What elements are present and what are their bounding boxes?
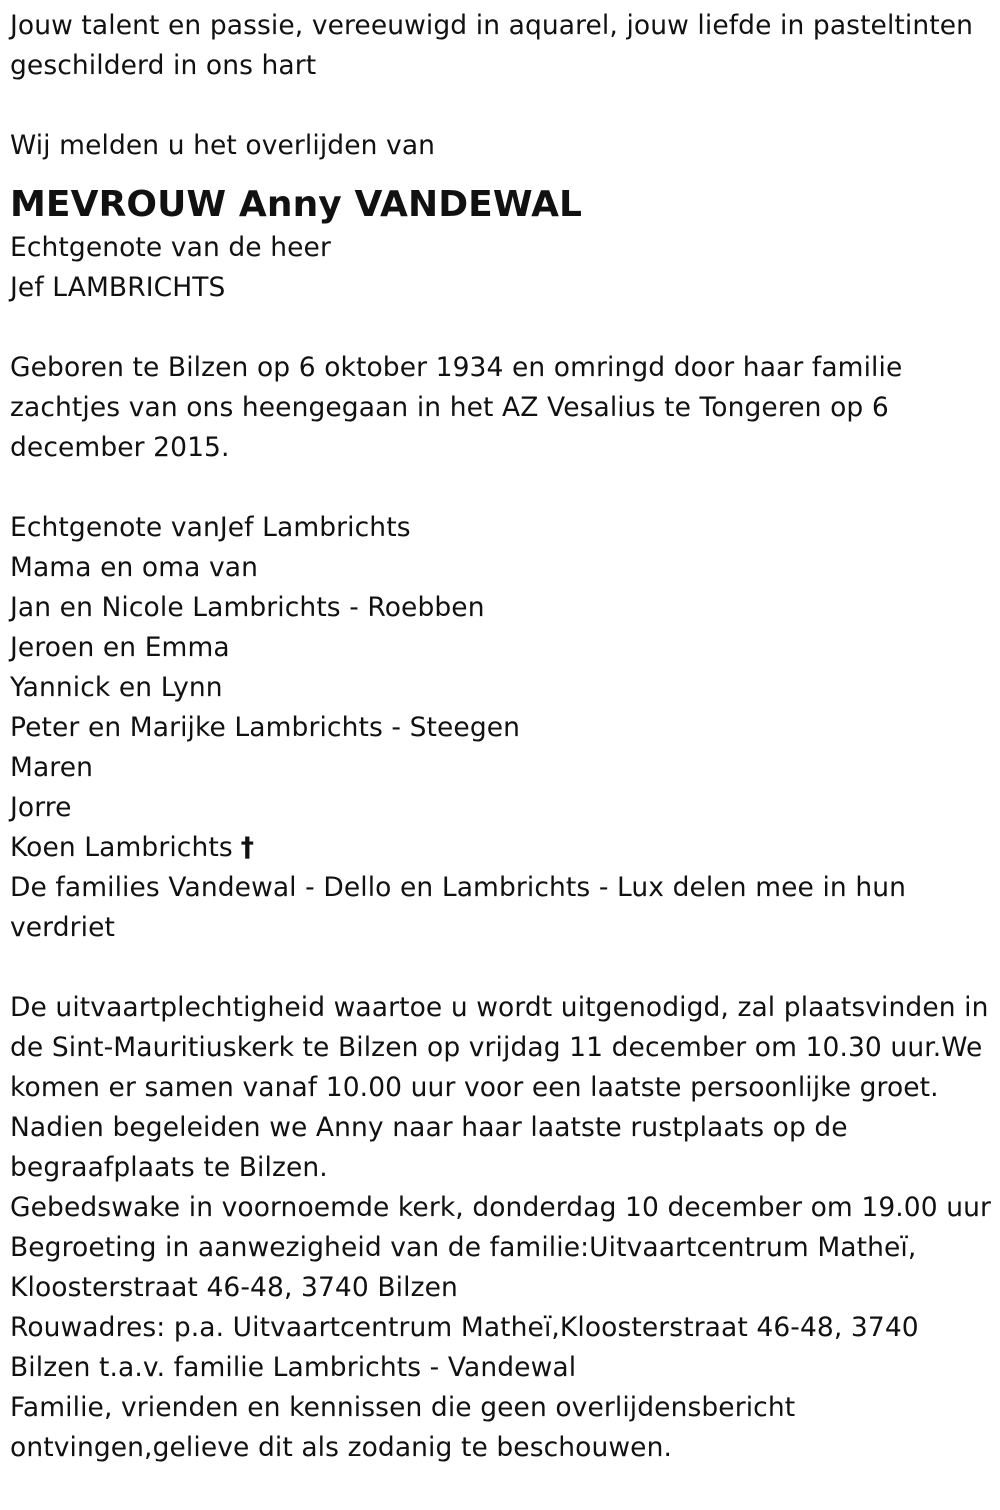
spouse-line-1: Echtgenote van de heer — [10, 232, 331, 263]
funeral-line: komen er samen vanaf 10.00 uur voor een laatste persoonlijke groet. — [10, 1072, 939, 1103]
birth-death-line-1: Geboren te Bilzen op 6 oktober 1934 en omringd door haar familie — [10, 352, 903, 383]
spouse-line-2: Jef LAMBRICHTS — [10, 272, 226, 303]
spacer — [10, 948, 990, 988]
funeral-line: Begroeting in aanwezigheid van de familie:Uitvaartcentrum Matheï, — [10, 1232, 917, 1263]
families-line-1: De families Vandewal - Dello en Lambrichts - Lux delen mee in hun — [10, 872, 907, 903]
family-member: Yannick en Lynn — [10, 672, 223, 703]
family-intro: Mama en oma van — [10, 552, 259, 583]
spacer — [10, 468, 990, 508]
motto-line-1: Jouw talent en passie, vereeuwigd in aquarel, jouw liefde in pasteltinten — [10, 10, 974, 41]
birth-death-line-2: zachtjes van ons heengegaan in het AZ Vesalius te Tongeren op 6 — [10, 392, 889, 423]
family-member: Jan en Nicole Lambrichts - Roebben — [10, 592, 485, 623]
funeral-line: Nadien begeleiden we Anny naar haar laatste rustplaats op de — [10, 1112, 848, 1143]
family-member: Peter en Marijke Lambrichts - Steegen — [10, 712, 521, 743]
funeral-line: Bilzen t.a.v. familie Lambrichts - Vandewal — [10, 1352, 577, 1383]
funeral-line: De uitvaartplechtigheid waartoe u wordt uitgenodigd, zal plaatsvinden in — [10, 992, 989, 1023]
spacer — [10, 86, 990, 126]
family-member-deceased — [10, 828, 990, 868]
announcement: Wij melden u het overlijden van — [10, 130, 436, 161]
funeral-line: Familie, vrienden en kennissen die geen overlijdensbericht — [10, 1392, 796, 1423]
family-member: Jeroen en Emma — [10, 632, 230, 663]
families-line-2: verdriet — [10, 912, 115, 943]
motto-line-2: geschilderd in ons hart — [10, 50, 317, 81]
funeral-line: ontvingen,gelieve dit als zodanig te beschouwen. — [10, 1432, 672, 1463]
spacer — [10, 308, 990, 348]
funeral-line: Kloosterstraat 46-48, 3740 Bilzen — [10, 1272, 458, 1303]
obituary-document — [10, 6, 990, 1468]
family-spouse: Echtgenote vanJef Lambrichts — [10, 512, 411, 543]
funeral-line: Rouwadres: p.a. Uitvaartcentrum Matheï,Kloosterstraat 46-48, 3740 — [10, 1312, 919, 1343]
funeral-line: begraafplaats te Bilzen. — [10, 1152, 328, 1183]
cross-icon: † — [240, 832, 255, 863]
funeral-line: de Sint-Mauritiuskerk te Bilzen op vrijdag 11 december om 10.30 uur.We — [10, 1032, 983, 1063]
family-member: Maren — [10, 752, 94, 783]
deceased-name: MEVROUW Anny VANDEWAL — [10, 184, 583, 225]
funeral-line: Gebedswake in voornoemde kerk, donderdag 10 december om 19.00 uur — [10, 1192, 992, 1223]
deceased-member-name: Koen Lambrichts — [10, 832, 233, 863]
family-member: Jorre — [10, 792, 72, 823]
birth-death-line-3: december 2015. — [10, 432, 230, 463]
